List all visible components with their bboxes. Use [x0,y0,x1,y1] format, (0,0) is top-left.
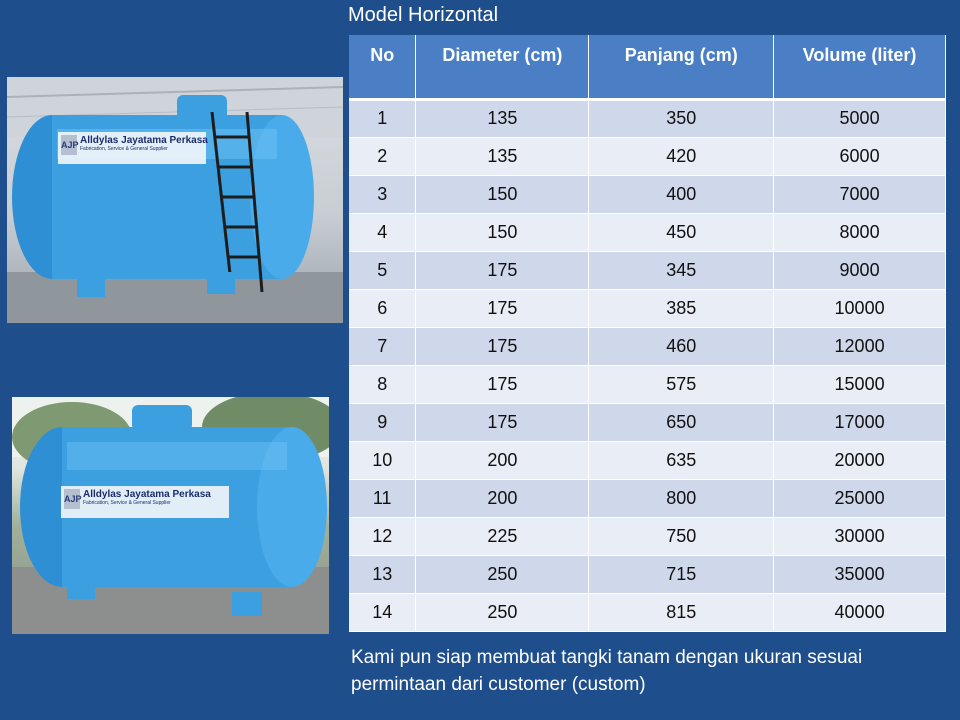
brand-tagline: Fabrication, Service & General Supplier [80,146,168,152]
table-row [349,479,946,517]
table-row [349,137,946,175]
cell-diameter: 150 [416,213,589,251]
tank-spec-table [349,35,946,632]
cell-no: 14 [349,593,416,631]
cell-length: 575 [589,365,774,403]
brand-tagline: Fabrication, Service & General Supplier [83,500,171,506]
cell-volume: 9000 [774,251,946,289]
cell-volume: 40000 [774,593,946,631]
table-row [349,365,946,403]
table-row [349,593,946,631]
cell-volume: 10000 [774,289,946,327]
cell-length: 450 [589,213,774,251]
table-row [349,441,946,479]
cell-diameter: 135 [416,99,589,137]
cell-volume: 30000 [774,517,946,555]
cell-volume: 8000 [774,213,946,251]
cell-length: 385 [589,289,774,327]
table-row [349,175,946,213]
cell-length: 350 [589,99,774,137]
cell-no: 1 [349,99,416,137]
table-row [349,555,946,593]
cell-length: 420 [589,137,774,175]
cell-diameter: 135 [416,137,589,175]
cell-no: 3 [349,175,416,213]
brand-label-1 [58,132,206,164]
cell-diameter: 250 [416,593,589,631]
company-logo: AJP [64,489,80,509]
cell-diameter: 225 [416,517,589,555]
cell-no: 7 [349,327,416,365]
cell-no: 13 [349,555,416,593]
header-no: No [349,35,416,99]
table-row [349,251,946,289]
table-header-row [349,35,946,99]
cell-diameter: 175 [416,327,589,365]
cell-length: 400 [589,175,774,213]
table-row [349,517,946,555]
cell-no: 6 [349,289,416,327]
cell-length: 815 [589,593,774,631]
cell-volume: 12000 [774,327,946,365]
cell-length: 800 [589,479,774,517]
cell-volume: 7000 [774,175,946,213]
cell-volume: 6000 [774,137,946,175]
cell-length: 345 [589,251,774,289]
cell-no: 9 [349,403,416,441]
table-row [349,99,946,137]
tank-photo-1 [7,77,343,323]
header-volume: Volume (liter) [774,35,946,99]
cell-length: 635 [589,441,774,479]
cell-length: 650 [589,403,774,441]
table-row [349,213,946,251]
cell-no: 5 [349,251,416,289]
cell-no: 11 [349,479,416,517]
cell-length: 460 [589,327,774,365]
cell-diameter: 175 [416,289,589,327]
cell-diameter: 175 [416,403,589,441]
cell-diameter: 250 [416,555,589,593]
brand-name: Alldylas Jayatama Perkasa [83,489,211,500]
cell-no: 8 [349,365,416,403]
cell-length: 715 [589,555,774,593]
cell-volume: 20000 [774,441,946,479]
cell-diameter: 150 [416,175,589,213]
cell-diameter: 175 [416,251,589,289]
cell-volume: 17000 [774,403,946,441]
cell-length: 750 [589,517,774,555]
custom-order-note: Kami pun siap membuat tangki tanam dengan ukuran sesuai permintaan dari customer (custom) [351,647,863,695]
cell-volume: 35000 [774,555,946,593]
cell-volume: 25000 [774,479,946,517]
table-row [349,289,946,327]
header-diameter: Diameter (cm) [416,35,589,99]
cell-volume: 15000 [774,365,946,403]
table-row [349,403,946,441]
cell-no: 10 [349,441,416,479]
brand-name: Alldylas Jayatama Perkasa [80,135,208,146]
cell-volume: 5000 [774,99,946,137]
cell-no: 12 [349,517,416,555]
cell-diameter: 200 [416,441,589,479]
cell-diameter: 175 [416,365,589,403]
brand-label-2 [61,486,229,518]
header-length: Panjang (cm) [589,35,774,99]
company-logo: AJP [61,135,77,155]
table-row [349,327,946,365]
cell-no: 4 [349,213,416,251]
cell-diameter: 200 [416,479,589,517]
cell-no: 2 [349,137,416,175]
page-title: Model Horizontal [348,4,499,26]
